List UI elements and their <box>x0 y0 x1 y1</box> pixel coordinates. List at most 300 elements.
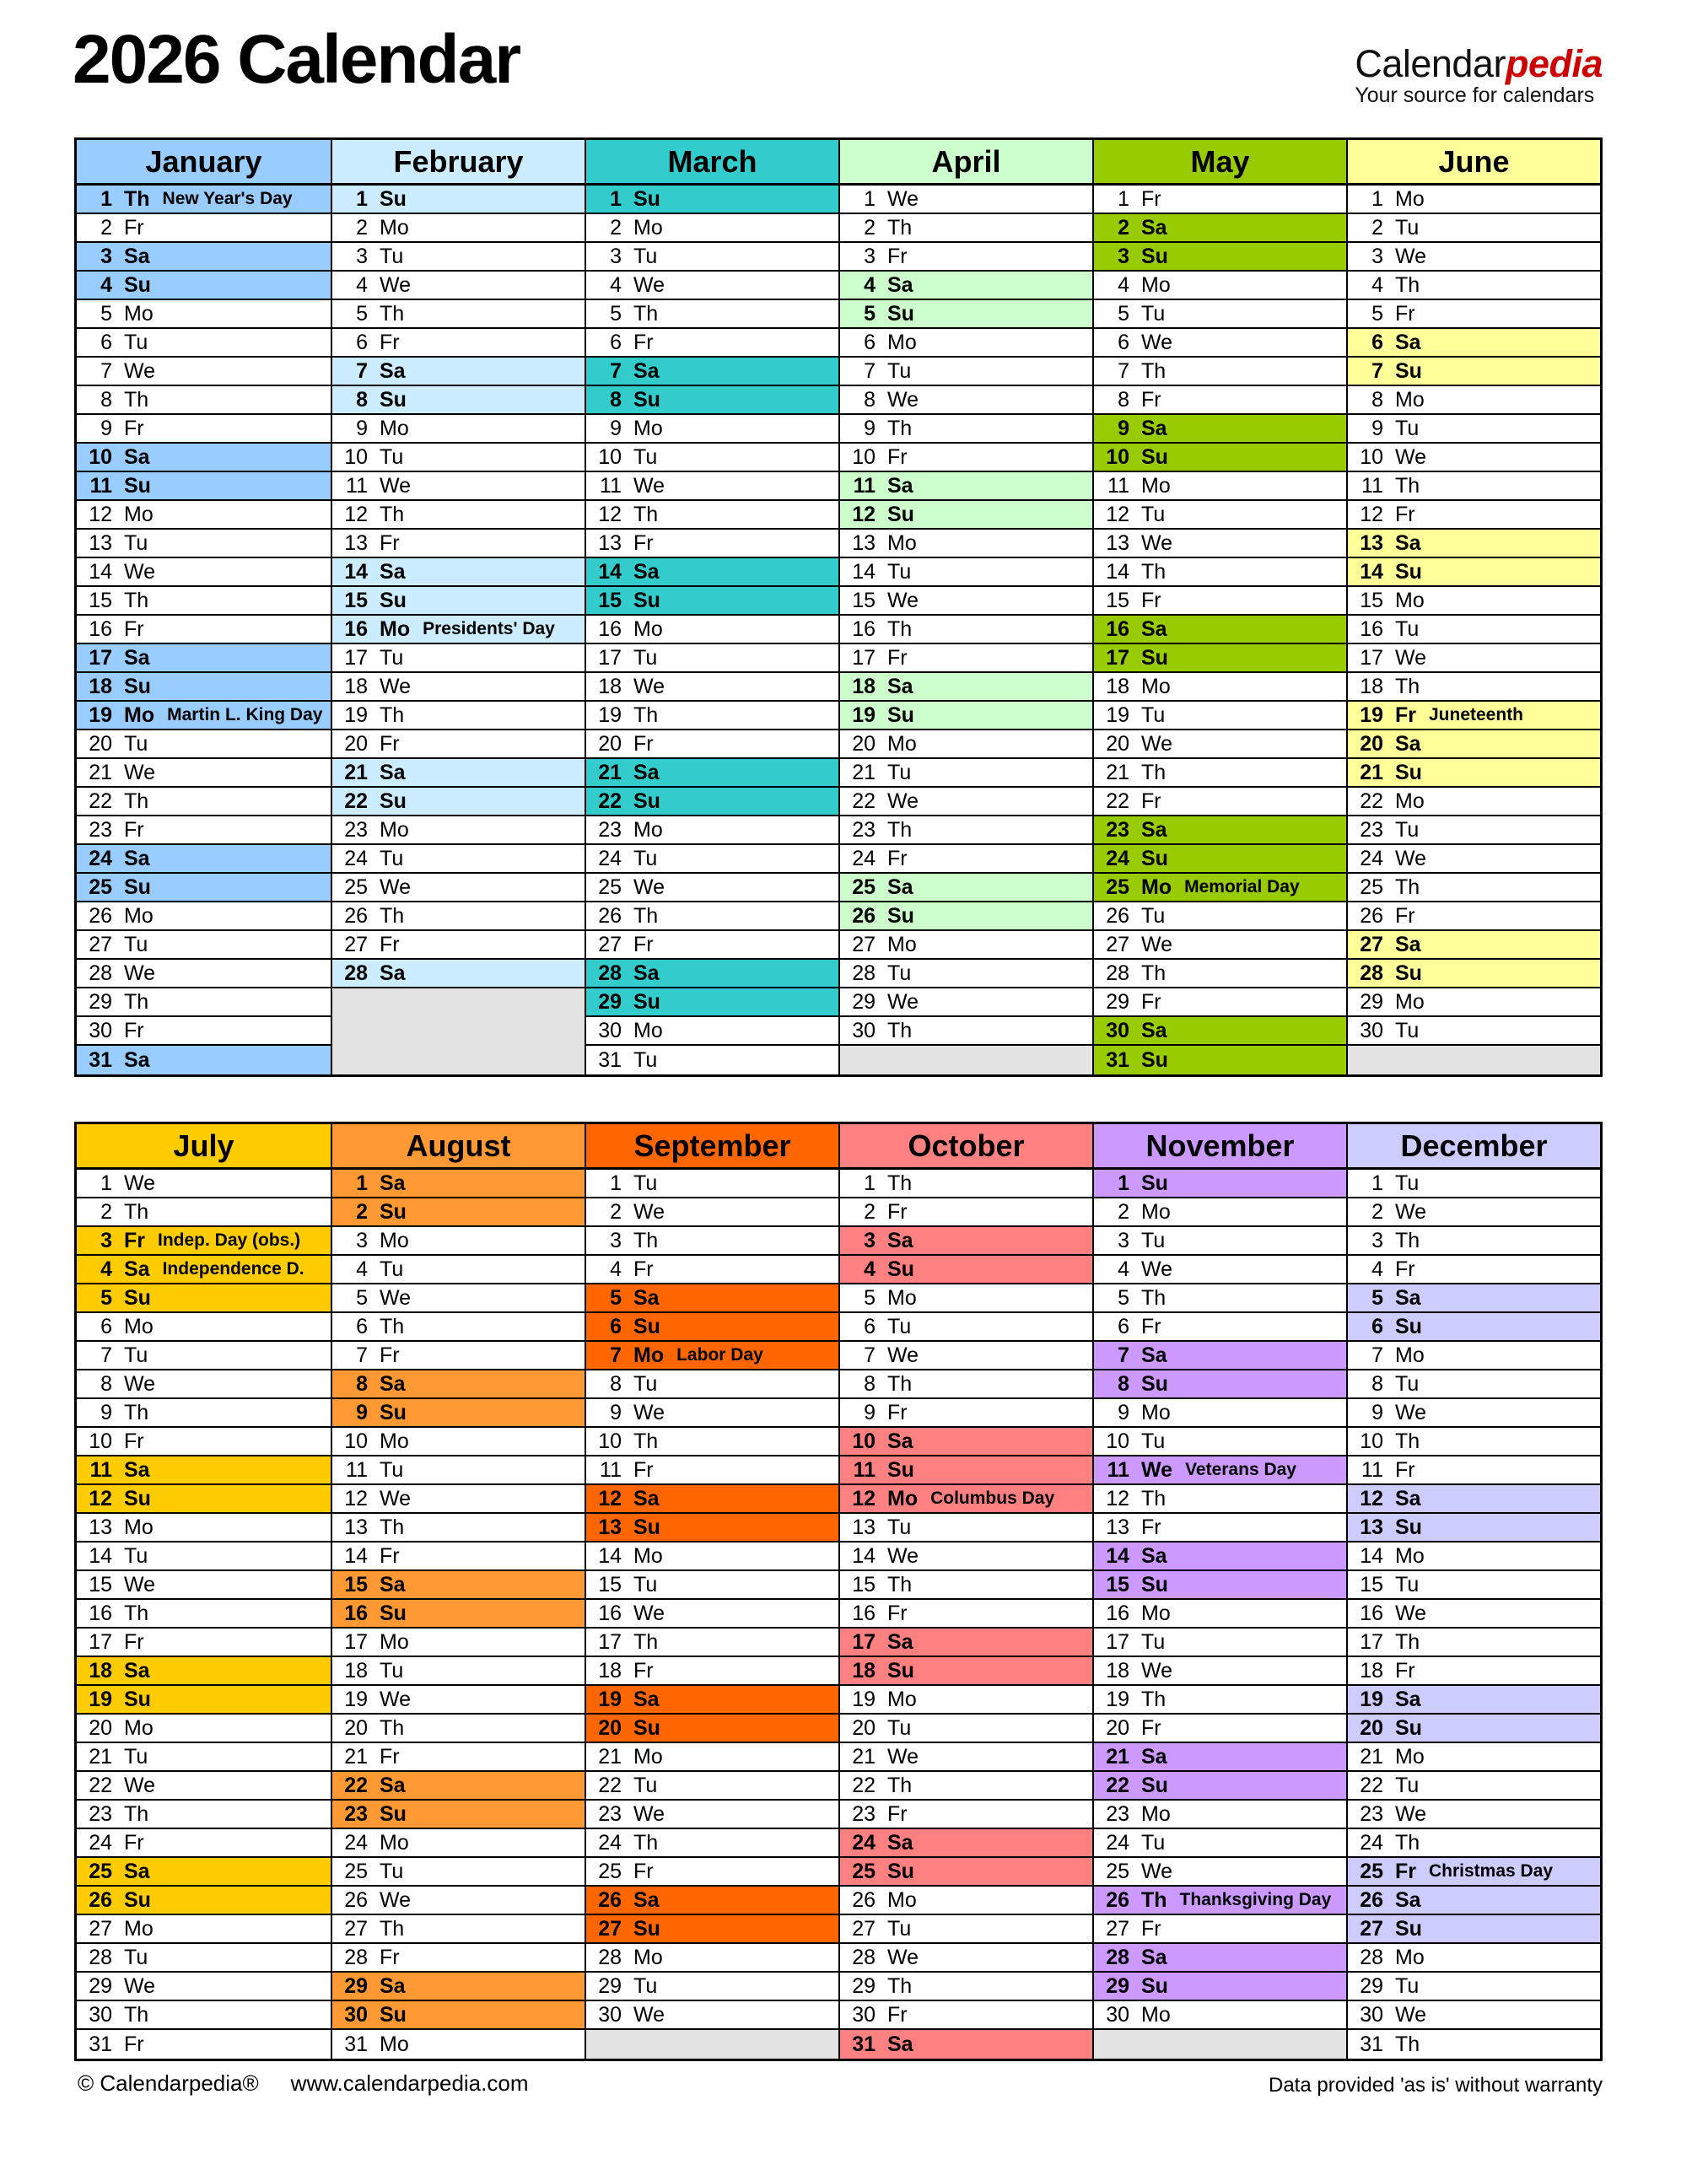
day-number: 16 <box>344 616 368 641</box>
day-weekday: Su <box>124 1285 151 1310</box>
day-weekday: Mo <box>380 416 409 440</box>
day-number: 5 <box>864 1285 876 1310</box>
day-row <box>1094 2001 1346 2030</box>
day-row <box>840 988 1092 1017</box>
day-row <box>77 1973 331 2001</box>
day-number: 20 <box>1106 1715 1129 1740</box>
day-weekday: Fr <box>887 846 908 870</box>
day-row <box>332 1571 585 1600</box>
day-number: 18 <box>1360 1658 1383 1683</box>
day-row <box>1348 1313 1600 1342</box>
day-weekday: Tu <box>1395 616 1420 641</box>
day-number: 11 <box>346 473 368 498</box>
day-row <box>586 874 838 902</box>
day-number: 6 <box>610 330 622 354</box>
day-weekday: We <box>887 989 919 1014</box>
day-weekday: Th <box>124 186 150 211</box>
day-weekday: Sa <box>887 2032 913 2056</box>
day-row <box>586 1858 838 1887</box>
day-number: 9 <box>610 1400 622 1424</box>
day-weekday: Mo <box>1141 1199 1171 1224</box>
day-weekday: We <box>1395 645 1427 670</box>
day-weekday: We <box>380 1285 412 1310</box>
holiday-label: Veterans Day <box>1185 1460 1296 1479</box>
day-row <box>1348 1370 1600 1399</box>
day-weekday: Fr <box>1141 1916 1161 1941</box>
day-weekday: Sa <box>124 244 150 268</box>
day-number: 18 <box>344 1658 368 1683</box>
day-number: 7 <box>864 1343 876 1367</box>
day-number: 14 <box>89 559 112 584</box>
day-row <box>77 1887 331 1915</box>
day-row <box>77 616 331 644</box>
day-weekday: Sa <box>633 1486 660 1510</box>
day-row <box>586 558 838 587</box>
day-weekday: Mo <box>633 1343 665 1367</box>
day-weekday: Mo <box>1141 875 1172 899</box>
day-row <box>586 816 838 845</box>
day-number: 8 <box>356 1371 368 1396</box>
day-weekday: We <box>1395 1601 1427 1625</box>
day-number: 4 <box>1118 1257 1129 1281</box>
day-row <box>1094 186 1346 214</box>
day-row <box>332 386 585 415</box>
day-number: 1 <box>1371 186 1383 211</box>
day-row <box>77 788 331 816</box>
day-number: 2 <box>356 215 368 240</box>
day-number: 31 <box>344 2032 368 2056</box>
day-weekday: Th <box>380 1515 405 1539</box>
day-weekday: Mo <box>1395 186 1425 211</box>
day-row <box>840 1571 1092 1600</box>
day-row <box>1094 1284 1346 1313</box>
day-row <box>77 845 331 874</box>
day-number: 7 <box>100 1343 112 1367</box>
day-row <box>586 730 838 759</box>
day-weekday: Sa <box>124 645 150 670</box>
day-number: 25 <box>89 875 112 899</box>
day-row <box>332 243 585 272</box>
day-weekday: Tu <box>124 1945 148 1969</box>
day-number: 9 <box>864 416 876 440</box>
month-column-july <box>77 1124 331 2059</box>
day-weekday: Th <box>887 1973 913 1998</box>
day-weekday: Tu <box>124 1343 148 1367</box>
day-row <box>840 558 1092 587</box>
day-number: 3 <box>1371 1228 1383 1252</box>
day-weekday: Fr <box>380 932 400 956</box>
day-row <box>586 673 838 702</box>
day-number: 2 <box>1118 1199 1129 1224</box>
day-row <box>840 788 1092 816</box>
day-number: 20 <box>1360 1715 1383 1740</box>
day-row <box>840 1370 1092 1399</box>
day-weekday: Sa <box>380 1171 406 1195</box>
day-row <box>840 1485 1092 1514</box>
day-number: 17 <box>1106 645 1129 670</box>
day-number: 12 <box>852 502 876 526</box>
day-row <box>1348 300 1600 329</box>
day-row <box>332 1858 585 1887</box>
day-number: 23 <box>89 1801 112 1826</box>
day-weekday: Th <box>887 215 913 240</box>
day-weekday: Su <box>633 1715 660 1740</box>
empty-cell <box>1094 2030 1346 2059</box>
day-weekday: Sa <box>887 473 913 498</box>
day-number: 21 <box>1360 1744 1383 1769</box>
day-weekday: Th <box>1395 1629 1420 1654</box>
day-weekday: Th <box>1141 1887 1167 1912</box>
day-weekday: Sa <box>633 961 660 985</box>
day-number: 9 <box>1118 1400 1129 1424</box>
day-weekday: Fr <box>380 1343 400 1367</box>
day-number: 18 <box>1106 674 1129 698</box>
day-weekday: Th <box>124 1601 149 1625</box>
day-row <box>77 1342 331 1370</box>
day-weekday: Su <box>380 186 407 211</box>
day-number: 25 <box>598 1859 622 1883</box>
day-weekday: Sa <box>1141 1945 1167 1969</box>
day-number: 10 <box>852 1429 876 1453</box>
day-row <box>1348 444 1600 472</box>
month-header: April <box>840 140 1092 186</box>
day-weekday: Tu <box>1141 903 1166 928</box>
day-weekday: Sa <box>1141 416 1167 440</box>
holiday-label: Presidents' Day <box>423 619 555 638</box>
day-weekday: Tu <box>633 846 658 870</box>
day-weekday: Th <box>1395 1429 1420 1453</box>
day-row <box>1348 1858 1600 1887</box>
day-number: 7 <box>356 358 368 383</box>
day-weekday: Tu <box>633 645 658 670</box>
day-row <box>77 1915 331 1944</box>
day-weekday: Tu <box>887 1916 912 1941</box>
day-number: 21 <box>1106 760 1129 784</box>
day-weekday: Sa <box>1141 1543 1167 1568</box>
day-number: 31 <box>1106 1047 1129 1072</box>
day-weekday: Tu <box>633 1572 658 1596</box>
day-number: 4 <box>864 1257 876 1281</box>
day-row <box>1348 816 1600 845</box>
day-number: 9 <box>1371 416 1383 440</box>
day-weekday: Tu <box>380 645 404 670</box>
day-weekday: We <box>633 473 665 498</box>
day-number: 28 <box>598 961 622 985</box>
day-row <box>586 1342 838 1370</box>
day-weekday: Fr <box>1141 387 1161 412</box>
day-weekday: Mo <box>887 1687 917 1711</box>
day-number: 10 <box>89 444 112 469</box>
day-number: 21 <box>89 760 112 784</box>
day-row <box>840 1017 1092 1046</box>
day-number: 3 <box>356 1228 368 1252</box>
day-number: 15 <box>344 1572 368 1596</box>
day-weekday: We <box>633 1199 665 1224</box>
day-number: 2 <box>864 1199 876 1224</box>
day-weekday: Tu <box>633 1973 658 1998</box>
day-row <box>1094 1772 1346 1801</box>
day-weekday: Fr <box>887 1601 908 1625</box>
month-column-february <box>331 140 585 1074</box>
day-number: 20 <box>89 731 112 756</box>
day-number: 28 <box>852 1945 876 1969</box>
day-weekday: Tu <box>1141 301 1166 326</box>
day-number: 13 <box>598 530 622 555</box>
day-row <box>840 386 1092 415</box>
footer-url: www.calendarpedia.com <box>290 2070 529 2096</box>
day-row <box>332 1227 585 1256</box>
day-number: 27 <box>598 932 622 956</box>
day-weekday: We <box>887 1744 919 1769</box>
day-number: 25 <box>852 1859 876 1883</box>
day-number: 20 <box>89 1715 112 1740</box>
day-weekday: Tu <box>1395 1572 1420 1596</box>
day-weekday: Mo <box>633 817 663 842</box>
day-weekday: Tu <box>1395 1773 1420 1797</box>
day-row <box>1348 1657 1600 1686</box>
day-row <box>840 616 1092 644</box>
day-number: 8 <box>1371 387 1383 412</box>
day-weekday: Sa <box>124 1658 150 1683</box>
day-row <box>332 616 585 644</box>
day-row <box>332 300 585 329</box>
day-number: 11 <box>1107 473 1129 498</box>
day-number: 2 <box>864 215 876 240</box>
day-row <box>1348 1915 1600 1944</box>
day-number: 23 <box>1360 817 1383 842</box>
day-row <box>840 759 1092 788</box>
day-row <box>77 1046 331 1074</box>
day-weekday: Su <box>1395 961 1422 985</box>
day-weekday: Mo <box>1395 1744 1425 1769</box>
day-number: 22 <box>598 1773 622 1797</box>
day-number: 28 <box>344 961 368 985</box>
day-number: 18 <box>344 674 368 698</box>
day-number: 20 <box>852 1715 876 1740</box>
day-number: 15 <box>598 1572 622 1596</box>
day-weekday: Fr <box>1141 588 1161 612</box>
day-number: 3 <box>1118 1228 1129 1252</box>
day-number: 19 <box>598 1687 622 1711</box>
day-number: 17 <box>89 645 112 670</box>
day-weekday: Tu <box>1395 817 1420 842</box>
day-row <box>840 1198 1092 1227</box>
day-number: 11 <box>346 1457 368 1482</box>
day-number: 16 <box>344 1601 368 1625</box>
day-weekday: Sa <box>1141 1343 1167 1367</box>
day-row <box>1094 1227 1346 1256</box>
day-number: 18 <box>598 674 622 698</box>
day-row <box>840 816 1092 845</box>
day-number: 2 <box>356 1199 368 1224</box>
day-row <box>1094 874 1346 902</box>
day-number: 8 <box>864 387 876 412</box>
day-row <box>1348 1829 1600 1858</box>
day-weekday: Sa <box>1141 616 1167 641</box>
day-row <box>332 214 585 243</box>
day-weekday: Mo <box>380 1629 409 1654</box>
day-weekday: Tu <box>887 961 912 985</box>
day-weekday: Fr <box>633 330 654 354</box>
day-weekday: Fr <box>633 1658 654 1683</box>
day-row <box>1348 1772 1600 1801</box>
day-row <box>1348 616 1600 644</box>
day-weekday: Sa <box>124 1047 150 1072</box>
day-row <box>77 1227 331 1256</box>
day-weekday: Mo <box>1141 2002 1171 2027</box>
day-weekday: Fr <box>887 1199 908 1224</box>
day-weekday: Su <box>633 1515 660 1539</box>
day-number: 11 <box>1361 473 1383 498</box>
day-weekday: Mo <box>1141 674 1171 698</box>
day-row <box>840 1887 1092 1915</box>
day-row <box>586 1198 838 1227</box>
day-weekday: Sa <box>1395 932 1421 956</box>
day-weekday: Fr <box>380 731 400 756</box>
day-weekday: Mo <box>1395 1543 1425 1568</box>
day-weekday: Su <box>1395 1715 1422 1740</box>
day-weekday: Su <box>124 1486 151 1510</box>
day-number: 15 <box>344 588 368 612</box>
day-row <box>586 1456 838 1485</box>
day-row <box>332 902 585 931</box>
day-row <box>586 186 838 214</box>
day-row <box>332 931 585 960</box>
day-row <box>1094 1170 1346 1198</box>
day-number: 29 <box>598 989 622 1014</box>
day-number: 22 <box>89 1773 112 1797</box>
day-weekday: Tu <box>633 1371 658 1396</box>
page-title: 2026 Calendar <box>73 21 520 98</box>
day-number: 25 <box>1360 1859 1383 1883</box>
day-weekday: Tu <box>633 1047 658 1072</box>
day-weekday: Su <box>633 989 660 1014</box>
day-number: 1 <box>610 1171 622 1195</box>
day-weekday: Fr <box>380 1744 400 1769</box>
day-row <box>840 1399 1092 1428</box>
day-number: 29 <box>1106 989 1129 1014</box>
day-number: 18 <box>598 1658 622 1683</box>
day-weekday: We <box>124 358 156 383</box>
day-row <box>840 1514 1092 1543</box>
holiday-label: Memorial Day <box>1184 877 1300 896</box>
day-weekday: Mo <box>124 703 155 727</box>
day-row <box>1094 845 1346 874</box>
day-weekday: Mo <box>887 530 917 555</box>
day-row <box>586 214 838 243</box>
day-weekday: Sa <box>1141 1018 1167 1042</box>
day-row <box>77 530 331 558</box>
day-number: 28 <box>344 1945 368 1969</box>
day-weekday: Su <box>887 1859 914 1883</box>
day-weekday: Th <box>887 1371 913 1396</box>
day-number: 8 <box>356 387 368 412</box>
day-weekday: Sa <box>1395 530 1421 555</box>
day-weekday: Su <box>887 1457 914 1482</box>
day-row <box>77 358 331 386</box>
day-row <box>1094 673 1346 702</box>
day-weekday: We <box>124 1572 156 1596</box>
day-number: 12 <box>598 1486 622 1510</box>
day-weekday: Su <box>1141 244 1168 268</box>
day-weekday: Th <box>124 2002 149 2027</box>
day-weekday: Tu <box>380 1658 404 1683</box>
day-row <box>1094 1600 1346 1629</box>
day-row <box>840 358 1092 386</box>
day-weekday: Su <box>1141 1572 1168 1596</box>
day-row <box>586 1313 838 1342</box>
day-number: 14 <box>1360 559 1383 584</box>
day-row <box>1094 1915 1346 1944</box>
day-number: 30 <box>598 1018 622 1042</box>
day-row <box>1094 1456 1346 1485</box>
day-number: 7 <box>356 1343 368 1367</box>
day-row <box>1348 702 1600 730</box>
day-weekday: Mo <box>1395 989 1425 1014</box>
day-weekday: Sa <box>124 1457 150 1482</box>
day-number: 7 <box>610 1343 622 1367</box>
day-weekday: Th <box>1395 875 1420 899</box>
day-row <box>1094 702 1346 730</box>
day-row <box>77 1571 331 1600</box>
day-row <box>586 1829 838 1858</box>
day-number: 16 <box>1360 616 1383 641</box>
day-number: 13 <box>598 1515 622 1539</box>
day-row <box>77 272 331 300</box>
month-header: November <box>1094 1124 1346 1170</box>
day-weekday: We <box>633 1601 665 1625</box>
day-number: 18 <box>852 674 876 698</box>
day-weekday: We <box>887 1945 919 1969</box>
day-row <box>586 1227 838 1256</box>
day-row <box>1348 214 1600 243</box>
day-row <box>332 415 585 444</box>
day-weekday: Su <box>124 875 151 899</box>
day-weekday: We <box>1141 731 1173 756</box>
day-number: 14 <box>89 1543 112 1568</box>
day-weekday: Th <box>380 1715 405 1740</box>
day-row <box>840 902 1092 931</box>
day-row <box>1348 415 1600 444</box>
day-number: 27 <box>1360 932 1383 956</box>
day-weekday: Tu <box>887 1314 912 1338</box>
day-number: 16 <box>598 1601 622 1625</box>
day-number: 12 <box>89 502 112 526</box>
day-number: 20 <box>344 1715 368 1740</box>
day-number: 8 <box>610 387 622 412</box>
day-weekday: Su <box>887 301 914 326</box>
day-row <box>586 1944 838 1973</box>
day-row <box>1348 1801 1600 1829</box>
day-weekday: Tu <box>1141 703 1166 727</box>
day-weekday: Mo <box>1395 1945 1425 1969</box>
day-row <box>332 702 585 730</box>
day-weekday: Tu <box>1395 416 1420 440</box>
day-row <box>1094 644 1346 673</box>
day-number: 27 <box>852 1916 876 1941</box>
day-number: 14 <box>1106 559 1129 584</box>
day-weekday: Fr <box>124 616 144 641</box>
day-weekday: Fr <box>887 444 908 469</box>
day-number: 19 <box>852 703 876 727</box>
day-number: 14 <box>598 559 622 584</box>
holiday-label: Thanksgiving Day <box>1179 1890 1332 1909</box>
day-row <box>586 243 838 272</box>
day-number: 24 <box>852 1830 876 1855</box>
day-weekday: Su <box>1395 1916 1422 1941</box>
day-weekday: Fr <box>124 2032 144 2056</box>
day-number: 26 <box>1360 1887 1383 1912</box>
